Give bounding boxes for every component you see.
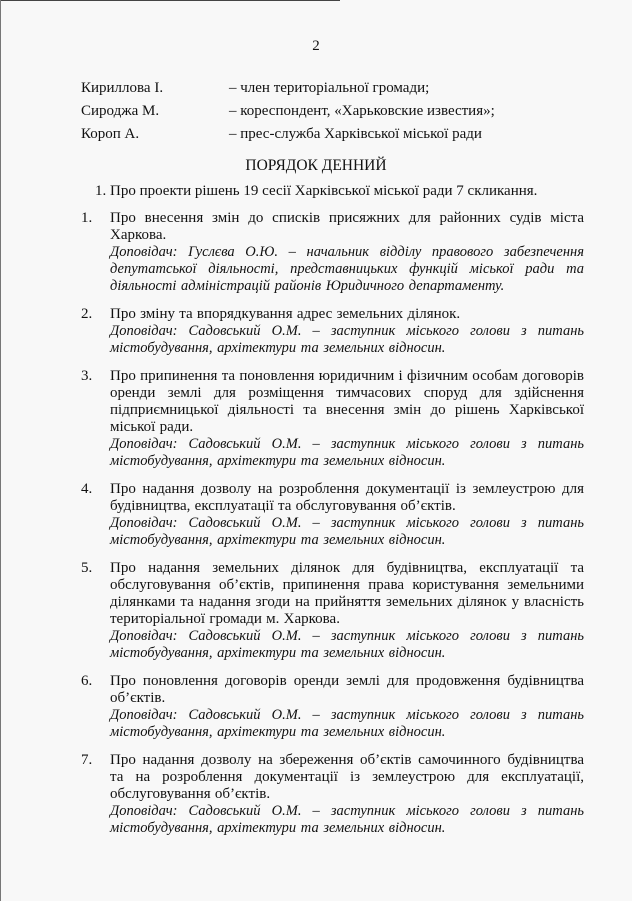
attendee-row (81, 77, 591, 100)
item-speaker: Доповідач: Садовський О.М. – заступник міського голови з питань містобудування, архітектури та земельних відносин. (110, 803, 584, 836)
agenda-list (81, 210, 584, 848)
item-title: Про поновлення договорів оренди землі для продовження будівництва об’єктів. (110, 673, 584, 706)
attendee-name: Сироджа М. (81, 103, 160, 119)
attendee-role: – прес-служба Харківської міської ради (229, 126, 482, 142)
agenda-item (81, 673, 584, 741)
item-number: 1. (81, 210, 93, 226)
item-speaker: Доповідач: Садовський О.М. – заступник міського голови з питань містобудування, архітектури та земельних відносин. (110, 628, 584, 661)
item-speaker: Доповідач: Садовський О.М. – заступник міського голови з питань містобудування, архітектури та земельних відносин. (110, 707, 584, 740)
scan-edge-top (0, 0, 340, 1)
agenda-item (81, 560, 584, 662)
agenda-item (81, 368, 584, 470)
attendee-role: – член територіальної громади; (229, 80, 430, 96)
item-title: Про надання дозволу на збереження об’єктів самочинного будівництва та на розроблення документації із землеустрою для експлуатації, обслуговування об’єктів. (110, 752, 584, 802)
item-speaker: Доповідач: Гуслєва О.Ю. – начальник відділу правового забезпечення депутатської діяльності, представницьких функцій міської ради та діяльності адміністрацій районів Юридичного департаменту. (110, 244, 584, 294)
item-number: 6. (81, 673, 93, 689)
attendee-row (81, 123, 591, 146)
item-speaker: Доповідач: Садовський О.М. – заступник міського голови з питань містобудування, архітектури та земельних відносин. (110, 323, 584, 356)
item-number: 7. (81, 752, 93, 768)
item-title: Про зміну та впорядкування адрес земельних ділянок. (110, 306, 461, 322)
item-title: Про внесення змін до списків присяжних для районних судів міста Харкова. (110, 210, 584, 243)
agenda-item (81, 481, 584, 549)
item-number: 2. (81, 306, 93, 322)
main-agenda-item: 1. Про проекти рішень 19 сесії Харківської міської ради 7 скликання. (95, 183, 538, 199)
item-title: Про надання дозволу на розроблення документації із землеустрою для будівництва, експлуатації та обслуговування об’єктів. (110, 481, 584, 514)
attendee-name: Кириллова І. (81, 80, 164, 96)
item-number: 5. (81, 560, 93, 576)
agenda-item (81, 306, 584, 357)
attendees-list (81, 77, 591, 146)
item-title: Про припинення та поновлення юридичним і фізичним особам договорів оренди землі для розміщення тимчасових споруд для здійснення підприємницької діяльності та внесення змін до рішень Харківської міської ради. (110, 368, 584, 435)
attendee-row (81, 100, 591, 123)
scan-edge-left (0, 0, 1, 901)
item-speaker: Доповідач: Садовський О.М. – заступник міського голови з питань містобудування, архітектури та земельних відносин. (110, 436, 584, 469)
item-speaker: Доповідач: Садовський О.М. – заступник міського голови з питань містобудування, архітектури та земельних відносин. (110, 515, 584, 548)
item-title: Про надання земельних ділянок для будівництва, експлуатації та обслуговування об’єктів, припинення права користування земельними ділянками та надання згоди на прийняття земельних ділянок у власність територіальної громади м. Харкова. (110, 560, 584, 627)
page-number: 2 (312, 38, 320, 54)
item-number: 3. (81, 368, 93, 384)
item-number: 4. (81, 481, 93, 497)
agenda-item (81, 752, 584, 837)
attendee-name: Короп А. (81, 126, 140, 142)
agenda-item (81, 210, 584, 295)
attendee-role: – кореспондент, «Харьковские известия»; (229, 103, 495, 119)
section-title: ПОРЯДОК ДЕННИЙ (245, 157, 387, 174)
